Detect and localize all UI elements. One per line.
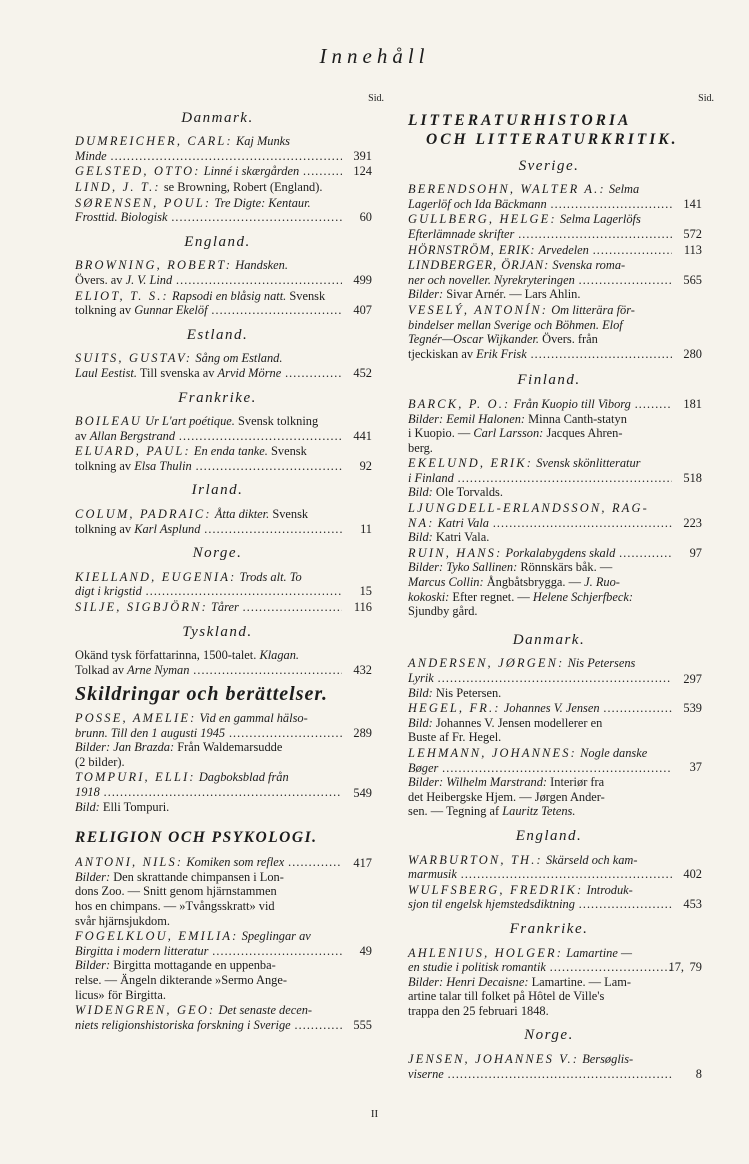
- page-number: 441: [353, 428, 372, 443]
- page-number: 60: [359, 210, 372, 225]
- toc-entry[interactable]: WIDENGREN, GEO: Det senaste decen- niets religionshistoriska forskning i Sverige ..... 555: [75, 1003, 360, 1032]
- toc-entry[interactable]: SØRENSEN, POUL: Tre Digte: Kentaur. Frosttid. Biologisk ..... 60: [75, 196, 360, 225]
- toc-entry[interactable]: KIELLAND, EUGENIA: Trods alt. To digt i krigstid ..... 15: [75, 570, 360, 599]
- page-number: 539: [683, 701, 702, 716]
- toc-entry[interactable]: WULFSBERG, FREDRIK: Introduk- sjon til engelsk hjemstedsdiktning ..... 453: [408, 883, 690, 912]
- toc-entry[interactable]: HÖRNSTRÖM, ERIK: Arvedelen ..... 113: [408, 243, 690, 258]
- page-number: 297: [683, 671, 702, 686]
- left-column: [75, 92, 384, 1033]
- section-heading-irland: Irland.: [191, 482, 244, 499]
- toc-entry[interactable]: SUITS, GUSTAV: Sång om Estland. Laul Eestist. Till svenska av Arvid Mörne ..... 452: [75, 351, 360, 380]
- toc-entry[interactable]: Okänd tysk författarinna, 1500-talet. Klagan. Tolkad av Arne Nyman ..... 432: [75, 648, 360, 677]
- page-number: 453: [683, 897, 702, 912]
- page-number: 92: [359, 458, 372, 473]
- section-heading-finland: Finland.: [517, 372, 581, 389]
- toc-entry[interactable]: BROWNING, ROBERT: Handsken. Övers. av J. V. Lind ..... 499: [75, 258, 360, 287]
- page-number: 452: [353, 365, 372, 380]
- toc-entry[interactable]: GULLBERG, HELGE: Selma Lagerlöfs Efterlämnade skrifter ..... 572: [408, 212, 690, 241]
- page-number: 565: [683, 273, 702, 288]
- toc-entry[interactable]: GELSTED, OTTO: Linné i skærgården ..... 124: [75, 164, 360, 179]
- section-heading-danmark: Danmark.: [512, 631, 586, 648]
- page-number: 37: [689, 760, 702, 775]
- toc-entry[interactable]: SILJE, SIGBJÖRN: Tårer ..... 116: [75, 600, 360, 615]
- page-number: 518: [683, 471, 702, 486]
- page-number: 124: [353, 164, 372, 179]
- toc-entry[interactable]: BARCK, P. O.: Från Kuopio till Viborg ..... Bilder: Eemil Halonen: Minna Canth-statyn i Kuopio. — Carl Larsson: Jacques Ahren- berg. 181: [408, 397, 690, 455]
- toc-entry[interactable]: EKELUND, ERIK: Svensk skönlitteratur i Finland ..... Bild: Ole Torvalds. 518: [408, 456, 690, 500]
- page-number: 79: [689, 959, 702, 974]
- toc-entry[interactable]: ANDERSEN, JØRGEN: Nis Petersens Lyrik ..... Bild: Nis Petersen. 297: [408, 656, 690, 700]
- page-number: 402: [683, 867, 702, 882]
- toc-entry[interactable]: POSSE, AMELIE: Vid en gammal hälso- brunn. Till den 1 augusti 1945 ..... Bilder: Jan Brazda: Från Waldemarsudde (2 bilder). 289: [75, 711, 360, 769]
- page-number: 280: [683, 346, 702, 361]
- toc-entry[interactable]: VESELÝ, ANTONÍN: Om litterära för- bindelser mellan Sverige och Böhmen. Elof Tegnér—Oscar Wijkander. Övers. från tjeckiskan av Erik Frisk ..... 280: [408, 303, 690, 361]
- toc-entry[interactable]: JENSEN, JOHANNES V.: Bersøglis- viserne ..... 8: [408, 1052, 690, 1081]
- toc-entry[interactable]: FOGELKLOU, EMILIA: Speglingar av Birgitta i modern litteratur ..... Bilder: Birgitta mottagande en uppenba- relse. — Ängeln dikterande »Sermo Ange- licus» för Birgitta. 49: [75, 929, 360, 1002]
- toc-entry[interactable]: LJUNGDELL-ERLANDSSON, RAG- NA: Katri Vala ..... Bild: Katri Vala. 223: [408, 501, 690, 545]
- page-number: 116: [353, 600, 372, 615]
- toc-entry[interactable]: ANTONI, NILS: Komiken som reflex ..... Bilder: Den skrattande chimpansen i Lon- dons Zoo. — Snitt genom hjärnstammen hos en chimpans. — »Tvångsskratt» vid svår hjärnsjukdom. 417: [75, 855, 360, 928]
- page-footer-number: II: [370, 1108, 379, 1120]
- page-column-label: Sid.: [368, 93, 384, 104]
- page-number: 223: [683, 516, 702, 531]
- toc-entry[interactable]: BERENDSOHN, WALTER A.: Selma Lagerlöf och Ida Bäckmann ..... 141: [408, 182, 690, 211]
- page-number: 49: [359, 943, 372, 958]
- toc-entry[interactable]: DUMREICHER, CARL: Kaj Munks Minde ..... 391: [75, 134, 360, 163]
- section-heading-sverige: Sverige.: [518, 157, 580, 174]
- toc-entry[interactable]: BOILEAU Ur L'art poétique. Svensk tolkning av Allan Bergstrand ..... 441: [75, 414, 360, 443]
- page-number: 113: [683, 242, 702, 257]
- section-heading-norge: Norge.: [524, 1027, 574, 1044]
- section-heading-england: England.: [184, 233, 251, 250]
- page-number: 432: [353, 662, 372, 677]
- section-heading-england: England.: [515, 827, 583, 844]
- page-number: 572: [683, 226, 702, 241]
- page-number: 417: [353, 855, 372, 870]
- toc-entry[interactable]: COLUM, PADRAIC: Åtta dikter. Svensk tolkning av Karl Asplund ..... 11: [75, 507, 360, 536]
- page-number: 407: [353, 303, 372, 318]
- page-number: 97: [689, 546, 702, 561]
- page-number: 11: [360, 521, 372, 536]
- right-column: [408, 92, 714, 1082]
- page-number: 141: [683, 196, 702, 211]
- section-heading-religion: RELIGION OCH PSYKOLOGI.: [75, 829, 318, 847]
- page-number: 15: [359, 584, 372, 599]
- toc-entry[interactable]: LEHMANN, JOHANNES: Nogle danske Bøger ..... Bilder: Wilhelm Marstrand: Interiør fra det Heibergske Hjem. — Jørgen Ander- sen. — Tegning af Lauritz Tetens. 37: [408, 746, 690, 819]
- page-number: 8: [695, 1066, 702, 1081]
- section-heading-danmark: Danmark.: [181, 109, 254, 126]
- section-heading-skildringar: Skildringar och berättelser.: [75, 683, 329, 706]
- page-number: 555: [353, 1017, 372, 1032]
- toc-entry[interactable]: ELIOT, T. S.: Rapsodi en blåsig natt. Svensk tolkning av Gunnar Ekelöf ..... 407: [75, 289, 360, 318]
- toc-entry[interactable]: TOMPURI, ELLI: Dagboksblad från 1918 ..... Bild: Elli Tompuri. 549: [75, 770, 360, 814]
- section-heading-frankrike: Frankrike.: [178, 389, 257, 406]
- page-number: 289: [353, 725, 372, 740]
- page-column-label: Sid.: [698, 93, 714, 104]
- section-heading-litteraturhistoria: LITTERATURHISTORIA OCH LITTERATURKRITIK.: [408, 111, 679, 148]
- toc-entry[interactable]: AHLENIUS, HOLGER: Lamartine — en studie i politisk romantik ..... Bilder: Henri Decaisne: Lamartine. — Lam- artine talar till folket på Hôtel de Ville's trappa den 25 februari 1848. 17, 79: [408, 946, 690, 1019]
- section-heading-estland: Estland.: [186, 326, 249, 343]
- page-title: Innehåll: [319, 44, 430, 68]
- page-number: 181: [683, 396, 702, 411]
- page-number: 549: [353, 785, 372, 800]
- toc-entry[interactable]: RUIN, HANS: Porkalabygdens skald ..... Bilder: Tyko Sallinen: Rönnskärs båk. — Marcus Collin: Ångbåtsbrygga. — J. Ruo- kokoski: Efter regnet. — Helene Schjerfbeck: Sjundby gård. 97: [408, 546, 690, 619]
- toc-entry[interactable]: LIND, J. T.: se Browning, Robert (England).: [75, 179, 323, 194]
- section-heading-tyskland: Tyskland.: [182, 623, 253, 640]
- page-number: 17,: [668, 959, 684, 974]
- section-heading-frankrike: Frankrike.: [509, 920, 589, 937]
- toc-entry[interactable]: ELUARD, PAUL: En enda tanke. Svensk tolkning av Elsa Thulin ..... 92: [75, 444, 360, 473]
- section-heading-norge: Norge.: [192, 545, 243, 562]
- toc-entry[interactable]: HEGEL, FR.: Johannes V. Jensen ..... Bild: Johannes V. Jensen modellerer en Buste af Fr. Hegel. 539: [408, 701, 690, 745]
- page-number: 391: [353, 148, 372, 163]
- page-number: 499: [353, 272, 372, 287]
- toc-entry[interactable]: WARBURTON, TH.: Skärseld och kam- marmusik ..... 402: [408, 853, 690, 882]
- toc-entry[interactable]: LINDBERGER, ÖRJAN: Svenska roma- ner och noveller. Nyrekryteringen ..... Bilder: Sivar Arnér. — Lars Ahlin. 565: [408, 258, 690, 302]
